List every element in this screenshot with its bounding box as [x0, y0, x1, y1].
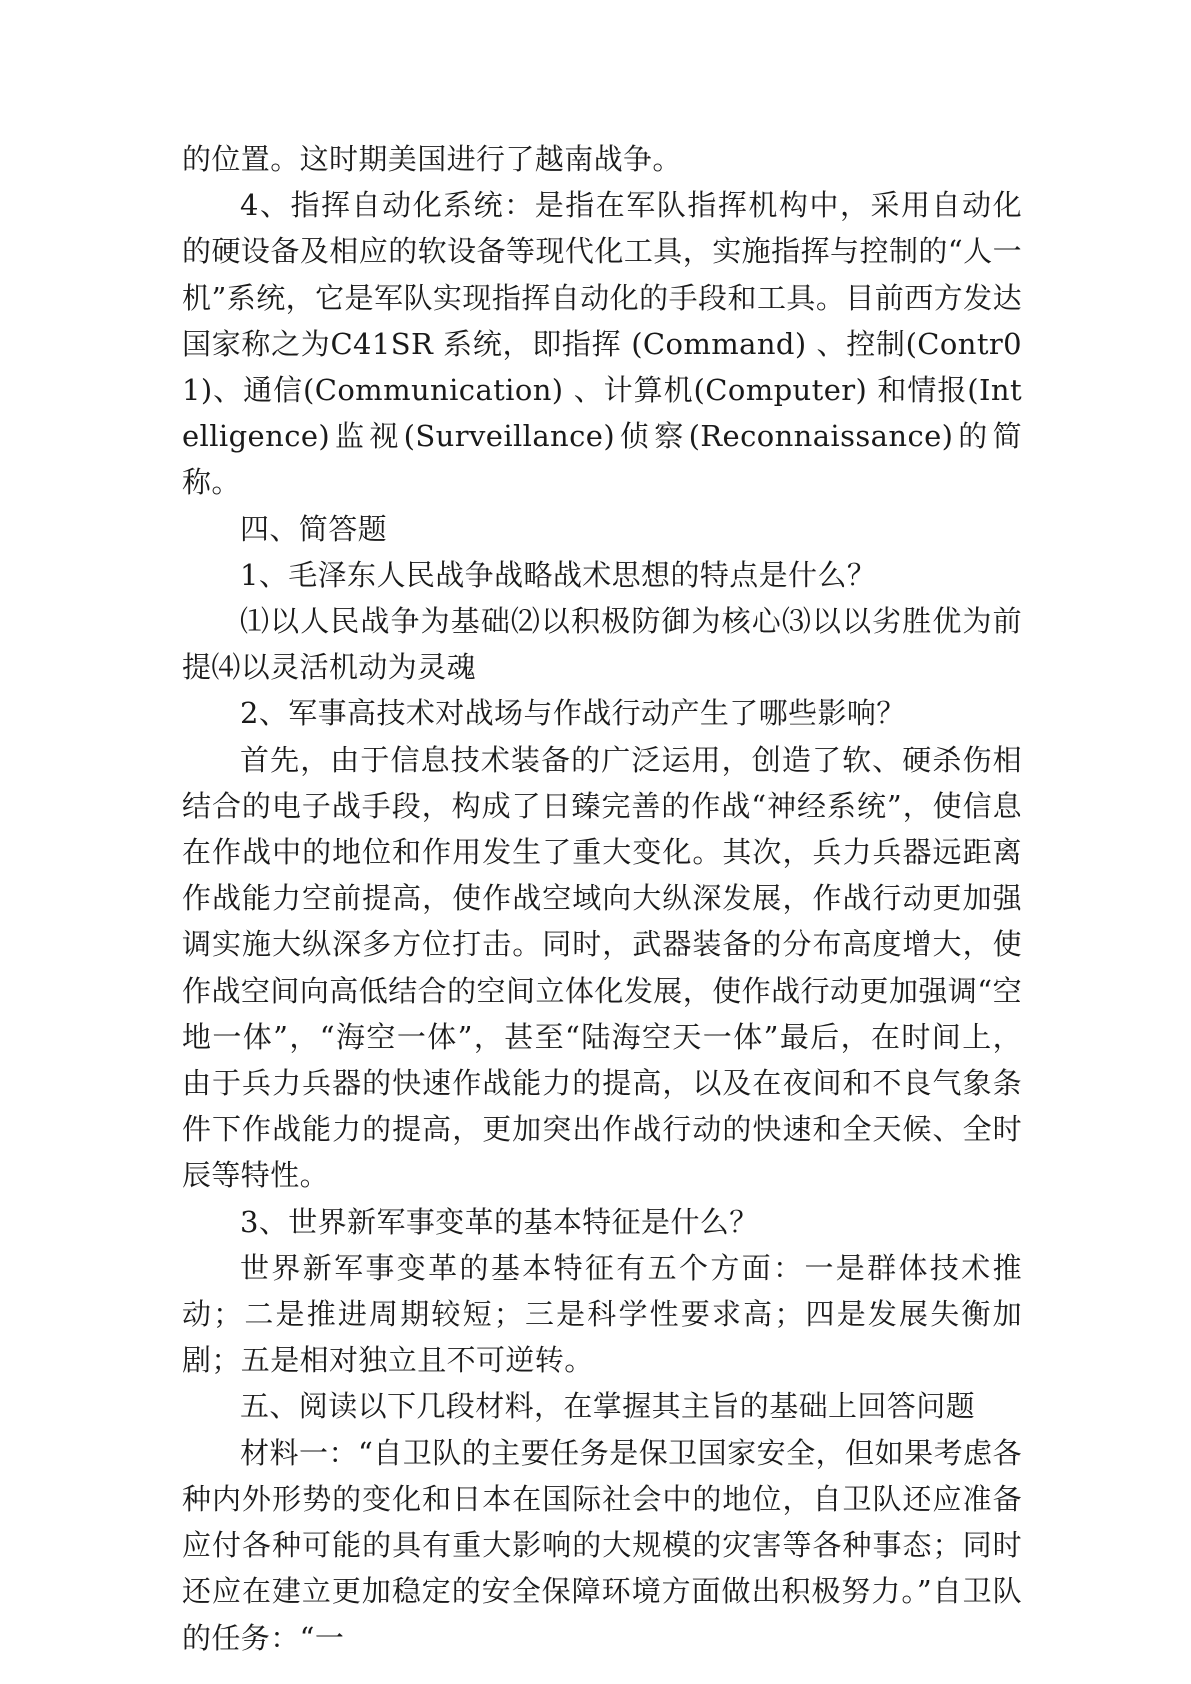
- material-1: 材料一：“自卫队的主要任务是保卫国家安全，但如果考虑各种内外形势的变化和日本在国际社会中的地位，自卫队还应准备应付各种可能的具有重大影响的大规模的灾害等各种事态；同时还应在建立更加稳定的安全保障环境方面做出积极努力。”自卫队的任务：“一: [182, 1435, 1022, 1655]
- section-heading-reading: 五、阅读以下几段材料，在掌握其主旨的基础上回答问题: [240, 1389, 976, 1424]
- answer-1: ⑴以人民战争为基础⑵以积极防御为核心⑶以以劣胜优为前提⑷以灵活机动为灵魂: [182, 604, 1022, 685]
- question-2: 2、军事高技术对战场与作战行动产生了哪些影响？: [240, 696, 906, 731]
- question-3: 3、世界新军事变革的基本特征是什么？: [240, 1204, 759, 1239]
- paragraph-continuation: 的位置。这时期美国进行了越南战争。: [182, 142, 682, 176]
- paragraph-term-4: 4、指挥自动化系统：是指在军队指挥机构中，采用自动化的硬设备及相应的软设备等现代化工具，实施指挥与控制的“人一机”系统，它是军队实现指挥自动化的手段和工具。目前西方发达国家称之为C41SR 系统，即指挥 (Command) 、控制(Contr01)、通信(Communication) 、计算机(Computer) 和情报(Intelligence)监视(Surveillance)侦察(Reconnaissance)的简称。: [182, 188, 1022, 500]
- section-heading-short-answer: 四、简答题: [240, 511, 388, 546]
- document-page: [182, 136, 1022, 1661]
- answer-2: 首先，由于信息技术装备的广泛运用，创造了软、硬杀伤相结合的电子战手段，构成了日臻完善的作战“神经系统”，使信息在作战中的地位和作用发生了重大变化。其次，兵力兵器远距离作战能力空前提高，使作战空域向大纵深发展，作战行动更加强调实施大纵深多方位打击。同时，武器装备的分布高度增大，使作战空间向高低结合的空间立体化发展，使作战行动更加强调“空地一体”，“海空一体”，甚至“陆海空天一体”最后，在时间上，由于兵力兵器的快速作战能力的提高，以及在夜间和不良气象条件下作战能力的提高，更加突出作战行动的快速和全天候、全时辰等特性。: [182, 742, 1022, 1193]
- answer-3: 世界新军事变革的基本特征有五个方面：一是群体技术推动；二是推进周期较短；三是科学性要求高；四是发展失衡加剧；五是相对独立且不可逆转。: [182, 1250, 1022, 1378]
- question-1: 1、毛泽东人民战争战略战术思想的特点是什么？: [240, 557, 877, 592]
